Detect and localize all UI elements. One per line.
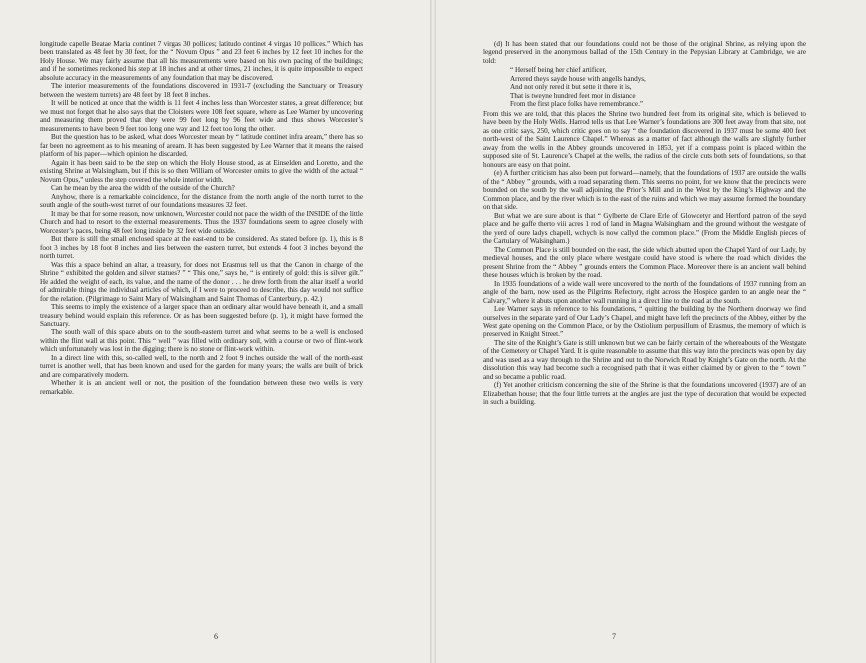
paragraph: Lee Warner says in reference to his foundations, “ quitting the building by the Northern doorway we find ourselves in the separate yard of Our Lady’s Chapel, and might have left the precincts of the Abbey, either by the West gate opening on the Common Place, or by the Ostiolium perpusillum of Erasmus, the memory of which is preserved in Knight Street.” [483, 305, 806, 339]
paragraph-d: (d) It has been stated that our foundations could not be those of the original Shrine, as relying upon the legend preserved in the anonymous ballad of the 15th Century in the Pepysian Library at Cambridge, we are told: [483, 40, 806, 65]
paragraph: Can he mean by the area the width of the outside of the Church? [51, 184, 235, 193]
verse-line: And not only rered it but sette it there it is, [510, 83, 632, 92]
verse-line: “ Herself being her chief artificer, [510, 66, 607, 75]
verse-line: Arrered theys sayde house with angells handys, [510, 74, 646, 83]
paragraph: But there is still the small enclosed space at the east-end to be considered. As stated before (p. 1), this is 8 foot 3 inches by 18 foot 8 inches and lies between the eastern turret, but extends 4 foot 3 inches beyond the north turret. [40, 235, 363, 261]
paragraph-e: (e) A further criticism has also been put forward—namely, that the foundations of 1937 are outside the walls of the “ Abbey ” grounds, with a road separating them. This seems no point, for we know that the precincts were bounded on the south by the wall adjoining the Prior’s Mill and in the West by the King’s Highway and the Common place, and by the river which is to the east of the ruins and which we may assume formed the boundary on that side. [483, 169, 806, 212]
paragraph-f: (f) Yet another criticism concerning the site of the Shrine is that the foundations uncovered (1937) are of an Elizabethan house; that the four little turrets at the angles are just the type of decoration that would be expected in such a building. [483, 381, 806, 407]
right-page [436, 0, 866, 663]
right-page-text [483, 40, 806, 407]
paragraph: The Common Place is still bounded on the east, the side which abutted upon the Chapel Yard of our Lady, by medieval houses, and the only place where westgate could have stood is where the road which divides the present Shrine from the “ Abbey ” grounds enters the Common Place. Moreover there is an ancient wall behind these houses which is broken by the road. [483, 245, 806, 280]
paragraph: longitude capelle Beatae Maria continet 7 virgas 30 pollices; latitudo continet 4 virgas 10 pollices.” Which has been translated as 48 feet by 30 feet, for the “ Novum Opus ” and 23 feet 6 inches by 12 feet 10 inches for the Holy House. We may fairly assume that all his measurements were based on his own pacing of the buildings; and if he sometimes reckoned his step at 18 inches and at other times, 21 inches, it is quite impossible to expect absolute accuracy in the measurements of any foundation that may be discovered. [40, 40, 363, 82]
verse-line: That is tweyne hundred feet mor in distance [510, 91, 636, 100]
paragraph: In 1935 foundations of a wide wall were uncovered to the north of the foundations of 1937 running from an angle of the barn, now used as the Pilgrims Refectory, right across the Hospice garden to an angle near the “ Calvary,” where it abuts upon another wall running in a direct line to the road at the south. [483, 279, 806, 305]
left-page-text [40, 40, 363, 396]
paragraph: It may be that for some reason, now unknown, Worcester could not pace the width of the INSIDE of the little Church and had to resort to the external measurements. Thus the 1937 foundations seem to agree closely with Worcester’s paces, being 48 feet long inside by 32 feet wide outside. [40, 209, 363, 235]
paragraph: This seems to imply the existence of a larger space than an ordinary altar would have beneath it, and a small treasury behind would explain this reference. Or as has been suggested before (p. 1), it might have formed the Sanctuary. [40, 303, 363, 328]
paragraph: It will be noticed at once that the width is 11 feet 4 inches less than Worcester states, a great difference; but we must not forget that he also says that the Cloisters were 108 feet square, where as Lee Warner by uncovering and measuring them proved that they were 99 feet long by 96 feet wide and thus shows Worcester’s measurements to have been 9 feet too long one way and 12 feet too long the other. [40, 99, 363, 133]
paragraph: Was this a space behind an altar, a treasury, for does not Erasmus tell us that the Canon in charge of the Shrine “ exhibited the golden and silver statues? ” “ This one,” says he, “ is entirely of gold: this is silver gilt.” He added the weight of each, its value, and the name of the donor . . . he drew forth from the altar itself a world of admirable things the individual articles of which, if I were to proceed to describe, this day would not suffice for the relation. (Pilgrimage to Saint Mary of Walsingham and Saint Thomas of Canterbury, p. 42.) [40, 260, 363, 303]
paragraph: Whether it is an ancient well or not, the position of the foundation between these two wells is very remarkable. [40, 379, 363, 396]
paragraph: But the question has to be asked, what does Worcester mean by “ latitude continet infra aream,” there has so far been no agreement as to his meaning of aream. It has been suggested by Lee Warner that it means the raised platform of his paper—which opinion he discarded. [40, 133, 363, 159]
ballad-verse [510, 66, 806, 108]
paragraph: But what we are sure about is that “ Gylberte de Clare Erle of Glowcetyr and Hertford patron of the seyd place and he gaffe therto viii acres 1 rod of land in Magna Walsingham and the ground without the westgate of the yerd of oure ladys chapell, wchych is now callyd the common place.” (From the Middle English pieces of the Cartulary of Walsingham.) [483, 211, 806, 246]
paragraph: Anyhow, there is a remarkable coincidence, for the distance from the north angle of the north turret to the south angle of the south-west turret of our foundations measures 32 feet. [40, 192, 363, 210]
paragraph: The interior measurements of the foundations discovered in 1931-7 (excluding the Sanctuary or Treasury between the western turrets) are 48 feet by 18 feet 8 inches. [40, 82, 363, 99]
paragraph: Again it has been said to be the step on which the Holy House stood, as at Einselden and Loretto, and the existing Shrine at Walsingham, but if this is so then William of Worcester omits to give the width of the actual “ Novum Opus,” unless the step covered the whole interior width. [40, 158, 363, 184]
paragraph: The site of the Knight’s Gate is still unknown but we can be fairly certain of the whereabouts of the Westgate of the Cemetery or Chapel Yard. It is quite reasonable to assume that this way into the precincts was open by day and was used as a way through to the Shrine and out to the Norwich Road by Knight’s Gate on the north. At the dissolution this way had become such a recognised path that it was either claimed by or given to the “ town ” and so became a public road. [483, 338, 806, 381]
paragraph: In a direct line with this, so-called well, to the north and 2 foot 9 inches outside the wall of the north-east turret is another well, that has been known and used for the garden for many years; the walls are built of brick and are comparatively modern. [40, 353, 363, 379]
left-page [0, 0, 430, 663]
verse-line: From the first place folks have remembrance.” [510, 100, 644, 109]
paragraph: The south wall of this space abuts on to the south-eastern turret and what seems to be a well is enclosed within the flint wall at this point. This “ well ” was filled with ordinary soil, with a course or two of flint-work which unfortunately was lost in the digging; there is no stone or flint-work within. [40, 328, 363, 354]
paragraph: From this we are told, that this places the Shrine two hundred feet from its original site, which is believed to have been by the Holy Wells. Harrod tells us that Lee Warner’s foundations are 300 feet away from that site, not as one critic says, 250, which critic goes on to say “ the foundation discovered in 1937 must be some 400 feet north-west of the Saint Laurence Chapel.” Whereas as a matter of fact although the walls are slightly further away from the wells in the Abbey grounds uncovered in 1853, yet if a compass point is placed within the supposed site of St. Laurence’s Chapel at the wells, the radius of the circle cuts both sets of foundations, so that honours are easy on that point. [483, 109, 806, 169]
page-number: 7 [612, 632, 616, 641]
page-number: 6 [214, 632, 218, 641]
